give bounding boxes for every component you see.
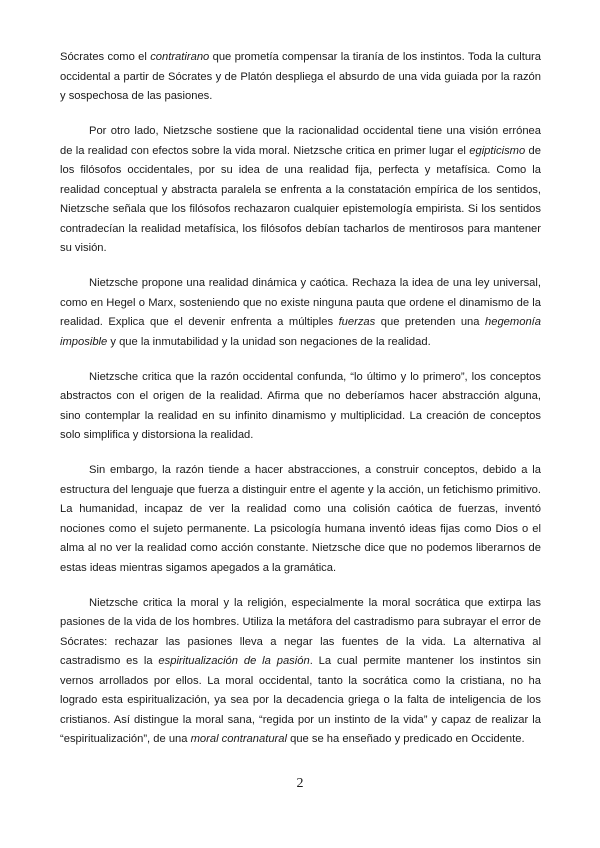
paragraph [60, 122, 541, 259]
paragraph [60, 368, 541, 446]
text-run: que prometía compensar la tiranía de los instintos. Toda la cultura occidental a partir de Sócrates y de Platón despliega el absurdo de una vida guiada por la razón y sospechosa de las pasiones. [60, 51, 541, 102]
paragraph [60, 274, 541, 352]
body-text [60, 48, 541, 765]
italic-term: fuerzas [338, 316, 376, 328]
text-run: Nietzsche critica que la razón occidental confunda, “lo último y lo primero”, los conceptos abstractos con el origen de la realidad. Afirma que no deberíamos hacer abstracción alguna, sino contemplar la realidad en su infinito dinamismo y multiplicidad. La creación de conceptos solo simplifica y distorsiona la realidad. [60, 370, 541, 441]
text-run: . La cual permite mantener los instintos sin vernos arrollados por ellos. La moral occidental, tanto la socrática como la cristiana, no ha logrado esta espiritualización, ya sea por la decadencia griega o la falta de inteligencia de los cristianos. Así distingue la moral sana, “regida por un instinto de la vida” y capaz de realizar la “espiritualización”, de una [60, 655, 541, 745]
text-run: Nietzsche critica la moral y la religión, especialmente la moral socrática que extirpa las pasiones de la vida de los hombres. Utiliza la metáfora del castradismo para subrayar el error de Sócrates: rechazar las pasiones lleva a negar las fuentes de la vida. La alternativa al castradismo es la [60, 596, 541, 667]
text-run: Nietzsche propone una realidad dinámica y caótica. Rechaza la idea de una ley universal, como en Hegel o Marx, sosteniendo que no existe ninguna pauta que ordene el dinamismo de la realidad. Explica que el devenir enfrenta a múltiples [60, 277, 541, 328]
text-run: que pretenden una [375, 316, 486, 328]
text-run: Sócrates como el [60, 51, 151, 63]
italic-term: contratirano [150, 51, 210, 63]
text-run: y que la inmutabilidad y la unidad son negaciones de la realidad. [107, 335, 431, 348]
paragraph [60, 594, 541, 750]
italic-term: hegemonía imposible [60, 316, 541, 348]
text-run: Por otro lado, Nietzsche sostiene que la racionalidad occidental tiene una visión errónea de la realidad con efectos sobre la vida moral. Nietzsche critica en primer lugar el [60, 125, 541, 157]
text-run: de los filósofos occidentales, por su idea de una realidad fija, perfecta y metafísica. Como la realidad conceptual y abstracta paralela se enfrenta a la constatación empírica de los sentidos, Nietzsche señala que los filósofos rechazaron cualquier epistemología empirista. Si los sentidos contradecían la realidad metafísica, los filósofos debían tacharlos de mentirosos para mantener su visión. [60, 144, 541, 254]
page-number: 2 [296, 776, 304, 791]
italic-term: espiritualización de la pasión [158, 655, 310, 667]
paragraph [60, 461, 541, 578]
text-run: Sin embargo, la razón tiende a hacer abstracciones, a construir conceptos, debido a la estructura del lenguaje que fuerza a distinguir entre el agente y la acción, un fetichismo primitivo. La humanidad, incapaz de ver la realidad como una colisión caótica de fuerzas, inventó nociones como el sujeto permanente. La psicología humana inventó ideas fijas como Dios o el alma al no ver la realidad como acción constante. Nietzsche dice que no podemos liberarnos de estas ideas mientras sigamos apegados a la gramática. [60, 464, 541, 574]
italic-term: moral contranatural [190, 733, 287, 745]
italic-term: egipticismo [469, 144, 526, 157]
text-run: que se ha enseñado y predicado en Occidente. [286, 733, 525, 745]
paragraph [60, 48, 541, 107]
